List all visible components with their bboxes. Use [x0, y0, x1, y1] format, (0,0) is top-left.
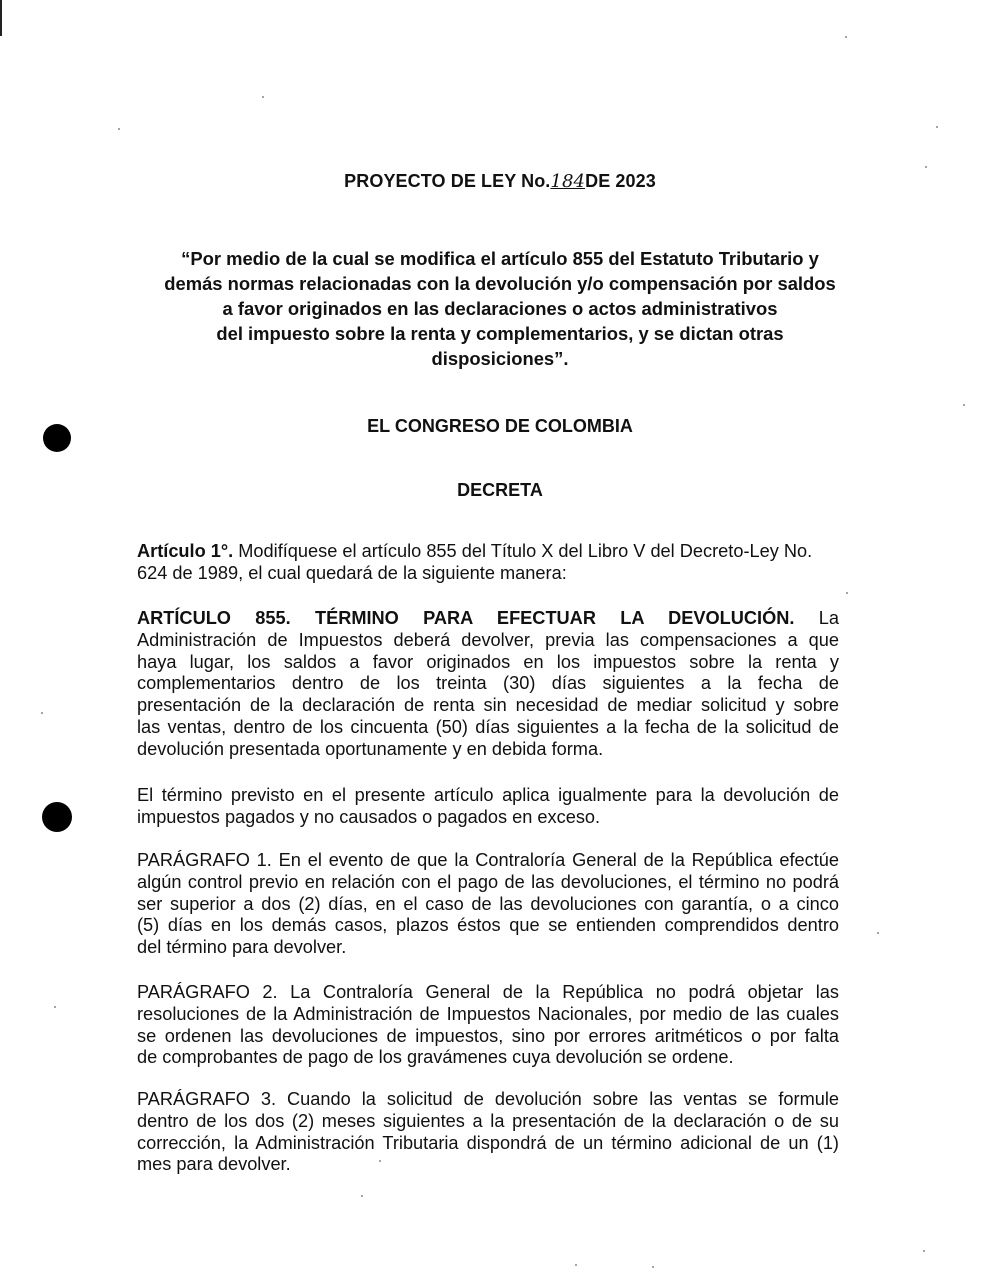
article-855-heading-tail: La: [818, 608, 839, 628]
scan-speck: [262, 96, 264, 98]
bill-title-line: “Por medio de la cual se modifica el artículo 855 del Estatuto Tributario y: [181, 248, 819, 269]
article-855-line: complementarios dentro de los treinta (30) días siguientes a la fecha de: [137, 673, 839, 694]
scan-speck: [877, 932, 879, 934]
paragraph-1: [137, 850, 839, 959]
article-855-line: las ventas, dentro de los cincuenta (50) días siguientes a la fecha de la solicitud de: [137, 716, 839, 737]
scan-speck: [41, 712, 43, 714]
article-855: [137, 608, 839, 761]
scan-speck: [118, 128, 120, 130]
scan-speck: [54, 1006, 56, 1008]
term-paragraph-line: impuestos pagados y no causados o pagados en exceso.: [137, 806, 601, 827]
scan-speck: [845, 36, 847, 38]
congress-heading: EL CONGRESO DE COLOMBIA: [367, 416, 633, 436]
paragraph-1-line: algún control previo en relación con el pago de las devoluciones, el término no podrá: [137, 871, 839, 892]
scan-speck: [963, 404, 965, 406]
article-855-line: devolución presentada oportunamente y en debida forma.: [137, 738, 604, 759]
bill-title-line: a favor originados en las declaraciones o actos administrativos: [222, 298, 778, 319]
paragraph-2-line: se ordenen las devoluciones de impuestos, sino por errores aritméticos o por falta: [137, 1025, 839, 1046]
bill-title-line: demás normas relacionadas con la devolución y/o compensación por saldos: [164, 273, 836, 294]
decreta-heading: DECRETA: [457, 480, 543, 500]
paragraph-1-line: del término para devolver.: [137, 937, 347, 958]
scan-speck: [846, 592, 848, 594]
article-855-heading: ARTÍCULO 855. TÉRMINO PARA EFECTUAR LA DEVOLUCIÓN.: [137, 608, 795, 628]
bill-title: [100, 246, 900, 371]
paragraph-2-line: resoluciones de la Administración de Impuestos Nacionales, por medio de las cuales: [137, 1003, 839, 1024]
paragraph-2-line: PARÁGRAFO 2. La Contraloría General de la República no podrá objetar las: [137, 982, 839, 1002]
article-1: [137, 541, 839, 585]
punch-hole-mark: [42, 802, 72, 832]
bill-title-line: del impuesto sobre la renta y complementarios, y se dictan otras: [216, 323, 784, 344]
scan-speck: [361, 1195, 363, 1197]
paragraph-1-line: ser superior a dos (2) días, en el caso de las devoluciones con garantía, o a cinco: [137, 893, 839, 914]
paragraph-1-line: (5) días en los demás casos, plazos éstos que se entienden comprendidos dentro: [137, 915, 839, 936]
paragraph-2-line: de comprobantes de pago de los gravámenes cuya devolución se ordene.: [137, 1047, 734, 1068]
scan-speck: [652, 1266, 654, 1268]
handwritten-bill-number: 184: [550, 171, 586, 192]
paragraph-3-line: dentro de los dos (2) meses siguientes a la presentación de la declaración o de su: [137, 1110, 839, 1131]
paragraph-3: [137, 1089, 839, 1176]
scan-speck: [575, 1264, 577, 1266]
scan-edge-mark: [0, 0, 2, 36]
paragraph-2: [137, 982, 839, 1069]
punch-hole-mark: [43, 424, 71, 452]
article-1-text: Modifíquese el artículo 855 del Título X del Libro V del Decreto-Ley No.: [238, 541, 813, 561]
article-1-line: [137, 541, 839, 563]
article-855-heading-line: [137, 608, 839, 630]
bill-title-line: disposiciones”.: [431, 348, 569, 369]
bill-number-suffix: DE 2023: [585, 171, 656, 191]
bill-number-prefix: PROYECTO DE LEY No.: [344, 171, 551, 191]
term-paragraph-line: El término previsto en el presente artículo aplica igualmente para la devolución de: [137, 785, 839, 805]
paragraph-3-line: corrección, la Administración Tributaria dispondrá de un término adicional de un (1): [137, 1132, 839, 1153]
term-paragraph: [137, 785, 839, 829]
article-1-label: Artículo 1°.: [137, 541, 234, 561]
scan-speck: [925, 166, 927, 168]
scan-speck: [923, 1250, 925, 1252]
bill-number-heading: [100, 171, 900, 192]
article-855-line: Administración de Impuestos deberá devolver, previa las compensaciones a que: [137, 629, 839, 650]
article-1-line: 624 de 1989, el cual quedará de la siguiente manera:: [137, 562, 567, 583]
article-855-line: presentación de la declaración de renta sin necesidad de mediar solicitud y sobre: [137, 695, 839, 716]
paragraph-1-line: PARÁGRAFO 1. En el evento de que la Contraloría General de la República efectúe: [137, 850, 839, 870]
scan-speck: [936, 126, 938, 128]
paragraph-3-line: PARÁGRAFO 3. Cuando la solicitud de devolución sobre las ventas se formule: [137, 1089, 839, 1109]
paragraph-3-line: mes para devolver.: [137, 1154, 291, 1175]
article-855-line: haya lugar, los saldos a favor originados en los impuestos sobre la renta y: [137, 651, 839, 672]
